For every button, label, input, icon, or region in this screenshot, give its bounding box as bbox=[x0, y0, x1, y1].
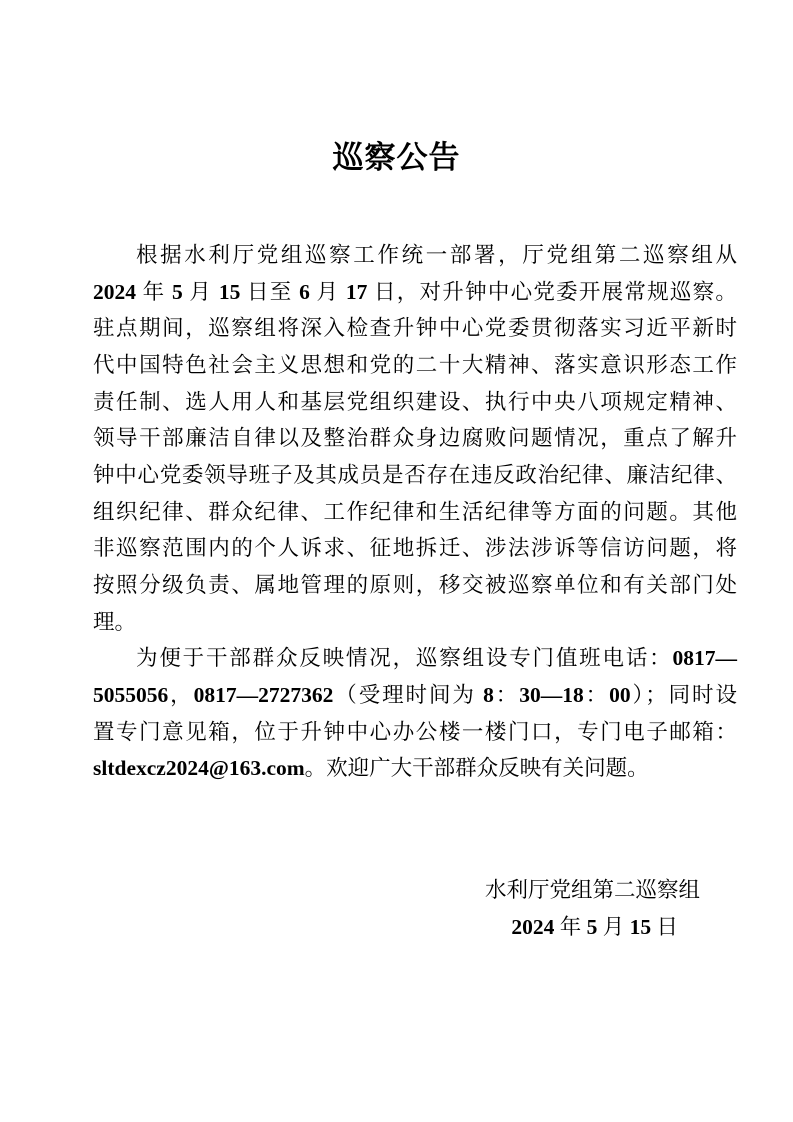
paragraph-1-line-3: 驻点期间，巡察组将深入检查升钟中心党委贯彻落实习近平新时 bbox=[93, 316, 737, 341]
signature-org: 水利厅党组第二巡察组 bbox=[484, 878, 700, 902]
latin-text: 5 bbox=[586, 914, 598, 939]
latin-text: 2024 bbox=[93, 279, 136, 304]
latin-text: 5 bbox=[172, 279, 183, 304]
latin-text: 0817—2727362 bbox=[193, 682, 334, 707]
paragraph-1-line-8: 组织纪律、群众纪律、工作纪律和生活纪律等方面的问题。其他 bbox=[93, 499, 737, 524]
paragraph-1-line-2: 2024 年 5 月 15 日至 6 月 17 日，对升钟中心党委开展常规巡察。 bbox=[93, 279, 737, 304]
latin-text: 17 bbox=[345, 279, 368, 304]
paragraph-1-line-6: 领导干部廉洁自律以及整治群众身边腐败问题情况，重点了解升 bbox=[93, 426, 737, 451]
paragraph-2-line-2: 5055056，0817—2727362（受理时间为 8：30—18：00）；同时设 bbox=[93, 682, 737, 707]
latin-text: 8 bbox=[483, 682, 494, 707]
latin-text: 15 bbox=[218, 279, 241, 304]
latin-text: 5055056 bbox=[93, 682, 169, 707]
latin-text: 15 bbox=[629, 914, 652, 939]
latin-text: 30—18 bbox=[519, 682, 584, 707]
latin-text: sltdexcz2024@163.com bbox=[93, 756, 305, 781]
paragraph-2-line-3: 置专门意见箱，位于升钟中心办公楼一楼门口，专门电子邮箱： bbox=[93, 719, 737, 744]
document-body bbox=[93, 237, 737, 787]
latin-text: 6 bbox=[299, 279, 310, 304]
paragraph-1-line-11: 理。 bbox=[93, 609, 137, 634]
paragraph-2-line-1: 为便于干部群众反映情况，巡察组设专门值班电话：0817— bbox=[136, 646, 737, 671]
paragraph-1-line-1: 根据水利厅党组巡察工作统一部署，厅党组第二巡察组从 bbox=[136, 243, 737, 267]
paragraph-1-line-5: 责任制、选人用人和基层党组织建设、执行中央八项规定精神、 bbox=[93, 389, 737, 414]
latin-text: 0817— bbox=[672, 646, 737, 671]
paragraph-2-line-4: sltdexcz2024@163.com。欢迎广大干部群众反映有关问题。 bbox=[93, 756, 649, 781]
paragraph-1-line-4: 代中国特色社会主义思想和党的二十大精神、落实意识形态工作 bbox=[93, 352, 737, 377]
paragraph-1-line-9: 非巡察范围内的个人诉求、征地拆迁、涉法涉诉等信访问题，将 bbox=[93, 536, 737, 561]
page-title: 巡察公告 bbox=[332, 140, 461, 175]
paragraph-1-line-10: 按照分级负责、属地管理的原则，移交被巡察单位和有关部门处 bbox=[93, 572, 737, 597]
signature-date: 2024 年 5 月 15 日 bbox=[511, 914, 678, 939]
latin-text: 2024 bbox=[511, 914, 555, 939]
signature-block bbox=[93, 872, 737, 945]
paragraph-1-line-7: 钟中心党委领导班子及其成员是否存在违反政治纪律、廉洁纪律、 bbox=[93, 462, 737, 487]
latin-text: 00 bbox=[609, 682, 631, 707]
